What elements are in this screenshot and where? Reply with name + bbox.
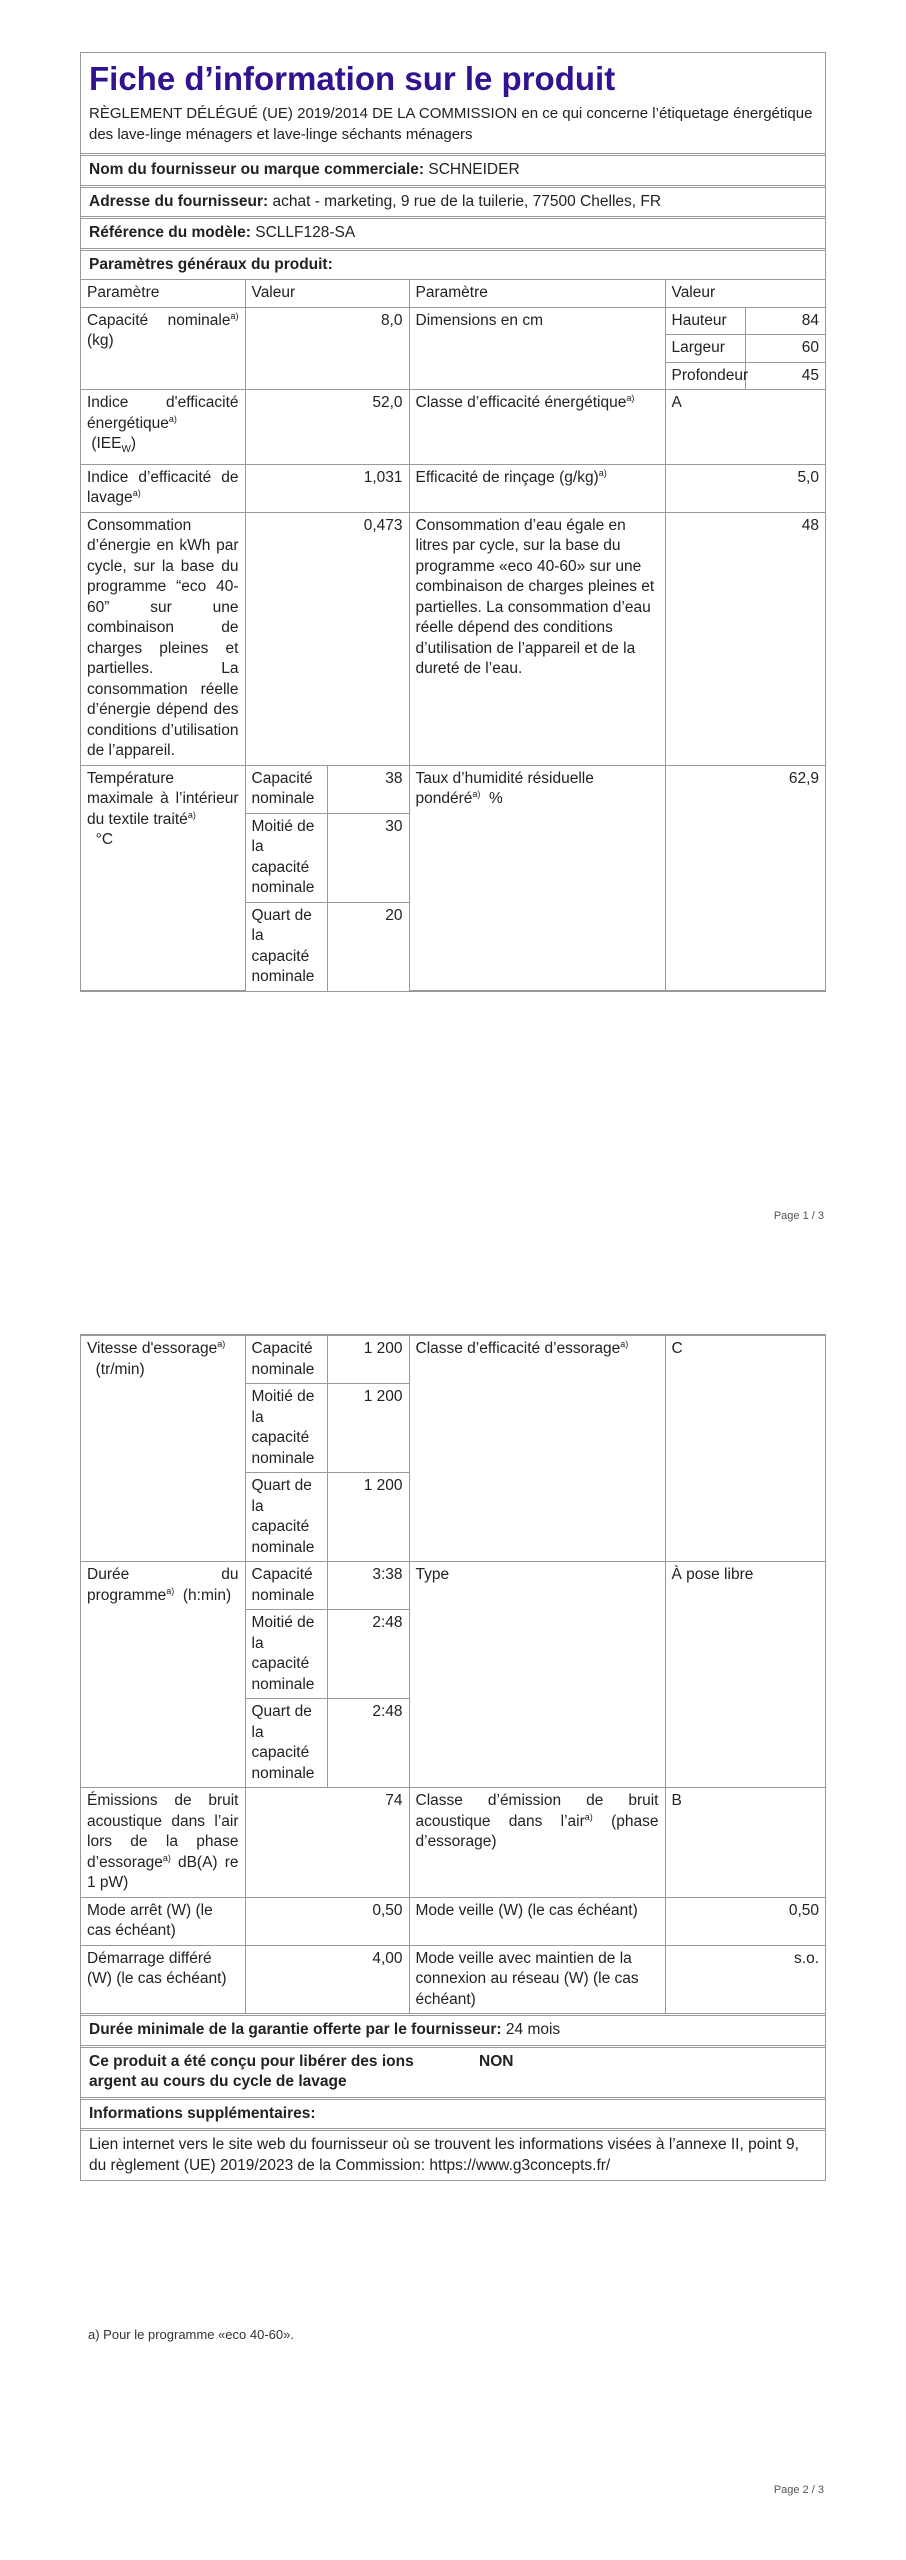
standby-value: 0,50 [665, 1897, 825, 1945]
rinse-cell: Efficacité de rinçage $(g/kg)^{a)}$ [409, 464, 665, 512]
eei-cell: Indice d'efficacité énergétique$^{a)}$ $(IEE_W)$ [81, 390, 245, 465]
silver-ions-row [81, 2045, 825, 2097]
height-label: Hauteur [665, 307, 745, 335]
eei-label: Indice d'efficacité énergétique [87, 394, 239, 432]
spin-class-label: Classe d’efficacité d’essorage [415, 1340, 621, 1357]
temp-label: Température maximale à l’intérieur du textile traité [87, 769, 239, 828]
rinse-value: 5,0 [665, 464, 825, 512]
load-full-label: Capacité nominale [245, 1336, 327, 1384]
temp-unit: °C [95, 831, 114, 849]
noise-class-suffix: (phase d’essorage) [415, 1812, 659, 1850]
model-value: SCLLF128-SA [255, 224, 356, 241]
spin-half-value: 1 200 [327, 1384, 409, 1473]
header-param-1: Paramètre [81, 280, 245, 308]
depth-label: Profondeur [665, 362, 745, 390]
table-row-delay-networked [81, 1945, 825, 2013]
address-row [81, 185, 825, 217]
noise-class-value: B [665, 1788, 825, 1898]
general-params-label: Paramètres généraux du produit: [89, 255, 333, 273]
general-params-row [81, 248, 825, 280]
humidity-label: Taux d’humidité résiduelle pondéré [415, 769, 594, 808]
supplier-row [81, 153, 825, 185]
noise-class-label: Classe d’émission de bruit acoustique dans l’air [415, 1792, 659, 1830]
temp-cell: Température maximale à l’intérieur du textile traité$^{a)}$ °C [81, 765, 245, 991]
humidity-unit: % [489, 790, 503, 808]
wash-index-cell: Indice d’efficacité de lavage$^{a)}$ [81, 464, 245, 512]
table-row-off-standby [81, 1897, 825, 1945]
product-info-sheet [80, 52, 826, 992]
additional-info-text-row [81, 2128, 825, 2180]
type-label: Type [409, 1562, 665, 1788]
table-row-temp-full [81, 765, 825, 813]
table-row-noise [81, 1788, 825, 1898]
address-label: Adresse du fournisseur: [89, 192, 269, 210]
duration-unit: (h:min) [182, 1586, 232, 1604]
table-row-spin-full [81, 1336, 825, 1384]
load-half-label: Moitié de la capacité nominale [245, 1610, 327, 1699]
spin-quarter-value: 1 200 [327, 1473, 409, 1562]
energy-cons-value: 0,473 [245, 512, 409, 765]
duration-half-value: 2:48 [327, 1610, 409, 1699]
energy-class-cell: Classe d’efficacité énergétique$^{a)}$ [409, 390, 665, 465]
load-full-label: Capacité nominale [245, 1562, 327, 1610]
off-value: 0,50 [245, 1897, 409, 1945]
temp-full-value: 38 [327, 765, 409, 813]
silver-ions-value: NON [479, 2052, 514, 2070]
networked-value: s.o. [665, 1945, 825, 2013]
duration-full-value: 3:38 [327, 1562, 409, 1610]
capacity-value: 8,0 [245, 307, 409, 390]
page-title: Fiche d’information sur le produit [89, 60, 616, 97]
capacity-unit: (kg) [87, 332, 114, 349]
energy-class-label: Classe d’efficacité énergétique [415, 394, 627, 411]
width-label: Largeur [665, 335, 745, 363]
address-value: achat - marketing, 9 rue de la tuilerie, 77500 Chelles, FR [272, 192, 662, 210]
table-row-eei [81, 390, 825, 465]
dimensions-label: Dimensions en cm [409, 307, 665, 390]
load-quarter-label: Quart de la capacité nominale [245, 1473, 327, 1562]
duration-label: Durée du programme [87, 1566, 239, 1604]
temp-quarter-value: 20 [327, 902, 409, 991]
off-label: Mode arrêt (W) (le cas échéant) [81, 1897, 245, 1945]
spin-cell: Vitesse d'essorage$^{a)}$ (tr/min) [81, 1336, 245, 1562]
depth-value: 45 [745, 362, 825, 390]
noise-cell: Émissions de bruit acoustique dans l’air lors de la phase d’essorage$^{a)}$ dB(A) re 1 pW) [81, 1788, 245, 1898]
footnote: a) Pour le programme «eco 40-60». [88, 2327, 294, 2342]
temp-half-value: 30 [327, 813, 409, 902]
product-info-sheet-continued [80, 1334, 826, 2181]
eei-value: 52,0 [245, 390, 409, 465]
load-half-label: Moitié de la capacité nominale [245, 1384, 327, 1473]
page-number: Page 2 / 3 [773, 2484, 824, 2496]
delay-label: Démarrage différé (W) (le cas échéant) [81, 1945, 245, 2013]
noise-class-cell: Classe d’émission de bruit acoustique dans l’air$^{a)}$ (phase d’essorage) [409, 1788, 665, 1898]
spin-class-cell: Classe d’efficacité d’essorage$^{a)}$ [409, 1336, 665, 1562]
table-row-duration-full [81, 1562, 825, 1610]
height-value: 84 [745, 307, 825, 335]
energy-class-value: A [665, 390, 825, 465]
humidity-value: 62,9 [665, 765, 825, 991]
silver-ions-label: Ce produit a été conçu pour libérer des ions argent au cours du cycle de lavage [89, 2052, 414, 2090]
params-table-1 [81, 279, 825, 991]
wash-index-value: 1,031 [245, 464, 409, 512]
spin-class-value: C [665, 1336, 825, 1562]
spin-full-value: 1 200 [327, 1336, 409, 1384]
header-param-2: Paramètre [409, 280, 665, 308]
header-value-1: Valeur [245, 280, 409, 308]
spin-unit: (tr/min) [95, 1360, 145, 1378]
wash-index-label: Indice d’efficacité de lavage [87, 468, 239, 507]
noise-value: 74 [245, 1788, 409, 1898]
page-2 [0, 1280, 906, 2560]
energy-cons-label: Consommation d’énergie en kWh par cycle, sur la base du programme “eco 40-60” sur une combinaison de charges pleines et partielles. La consommation réelle d’énergie dépend des conditions d’utilisation de l’appareil. [81, 512, 245, 765]
table-header-row [81, 280, 825, 308]
model-label: Référence du modèle: [89, 224, 251, 241]
regulation-intro: RÈGLEMENT DÉLÉGUÉ (UE) 2019/2014 DE LA COMMISSION en ce qui concerne l’étiquetage énergétique des lave-linge ménagers et lave-linge séchants ménagers [89, 105, 813, 143]
eei-unit: (IEE [91, 435, 122, 452]
supplier-label: Nom du fournisseur ou marque commerciale: [89, 161, 425, 178]
capacity-label: Capacité nominale [87, 311, 231, 329]
spin-label: Vitesse d'essorage [87, 1340, 218, 1357]
rinse-label: Efficacité de rinçage (g/kg) [415, 468, 599, 486]
supplier-website-link[interactable]: https://www.g3concepts.fr/ [429, 2156, 611, 2174]
supplier-value: SCHNEIDER [428, 161, 520, 178]
duration-cell: Durée du programme$^{a)}$ (h:min) [81, 1562, 245, 1788]
noise-label: Émissions de bruit acoustique dans l’air lors de la phase d’essorage [87, 1792, 239, 1871]
warranty-value: 24 mois [505, 2021, 561, 2038]
additional-info-row [81, 2097, 825, 2129]
params-table-2 [81, 1335, 825, 2013]
width-value: 60 [745, 335, 825, 363]
load-quarter-label: Quart de la capacité nominale [245, 1699, 327, 1788]
warranty-label: Durée minimale de la garantie offerte par le fournisseur: [89, 2021, 502, 2038]
standby-label: Mode veille (W) (le cas échéant) [409, 1897, 665, 1945]
type-value: À pose libre [665, 1562, 825, 1788]
load-quarter-label: Quart de la capacité nominale [245, 902, 327, 991]
table-row-wash-index [81, 464, 825, 512]
humidity-cell: Taux d’humidité résiduelle pondéré$^{a)}$ % [409, 765, 665, 991]
delay-value: 4,00 [245, 1945, 409, 2013]
additional-info-text: Lien internet vers le site web du fournisseur où se trouvent les informations visées à l’annexe II, point 9, du règlement (UE) 2019/2023 de la Commission: [89, 2136, 799, 2174]
duration-quarter-value: 2:48 [327, 1699, 409, 1788]
warranty-row [81, 2013, 825, 2045]
table-row-consumption [81, 512, 825, 765]
load-full-label: Capacité nominale [245, 765, 327, 813]
load-half-label: Moitié de la capacité nominale [245, 813, 327, 902]
additional-info-label: Informations supplémentaires: [89, 2104, 316, 2122]
water-cons-label: Consommation d’eau égale en litres par cycle, sur la base du programme «eco 40-60» sur une combinaison de charges pleines et partielles. La consommation d’eau réelle dépend des conditions d’utilisation de l’appareil et de la dureté de l’eau. [409, 512, 665, 765]
capacity-cell: Capacité nominale$^{a)}$ (kg) [81, 307, 245, 390]
noise-unit: dB(A) re 1 pW) [87, 1853, 239, 1891]
page-number: Page 1 / 3 [773, 1210, 824, 1222]
header-value-2: Valeur [665, 280, 825, 308]
water-cons-value: 48 [665, 512, 825, 765]
model-row [81, 216, 825, 248]
table-row-capacity [81, 307, 825, 335]
networked-label: Mode veille avec maintien de la connexion au réseau (W) (le cas échéant) [409, 1945, 665, 2013]
